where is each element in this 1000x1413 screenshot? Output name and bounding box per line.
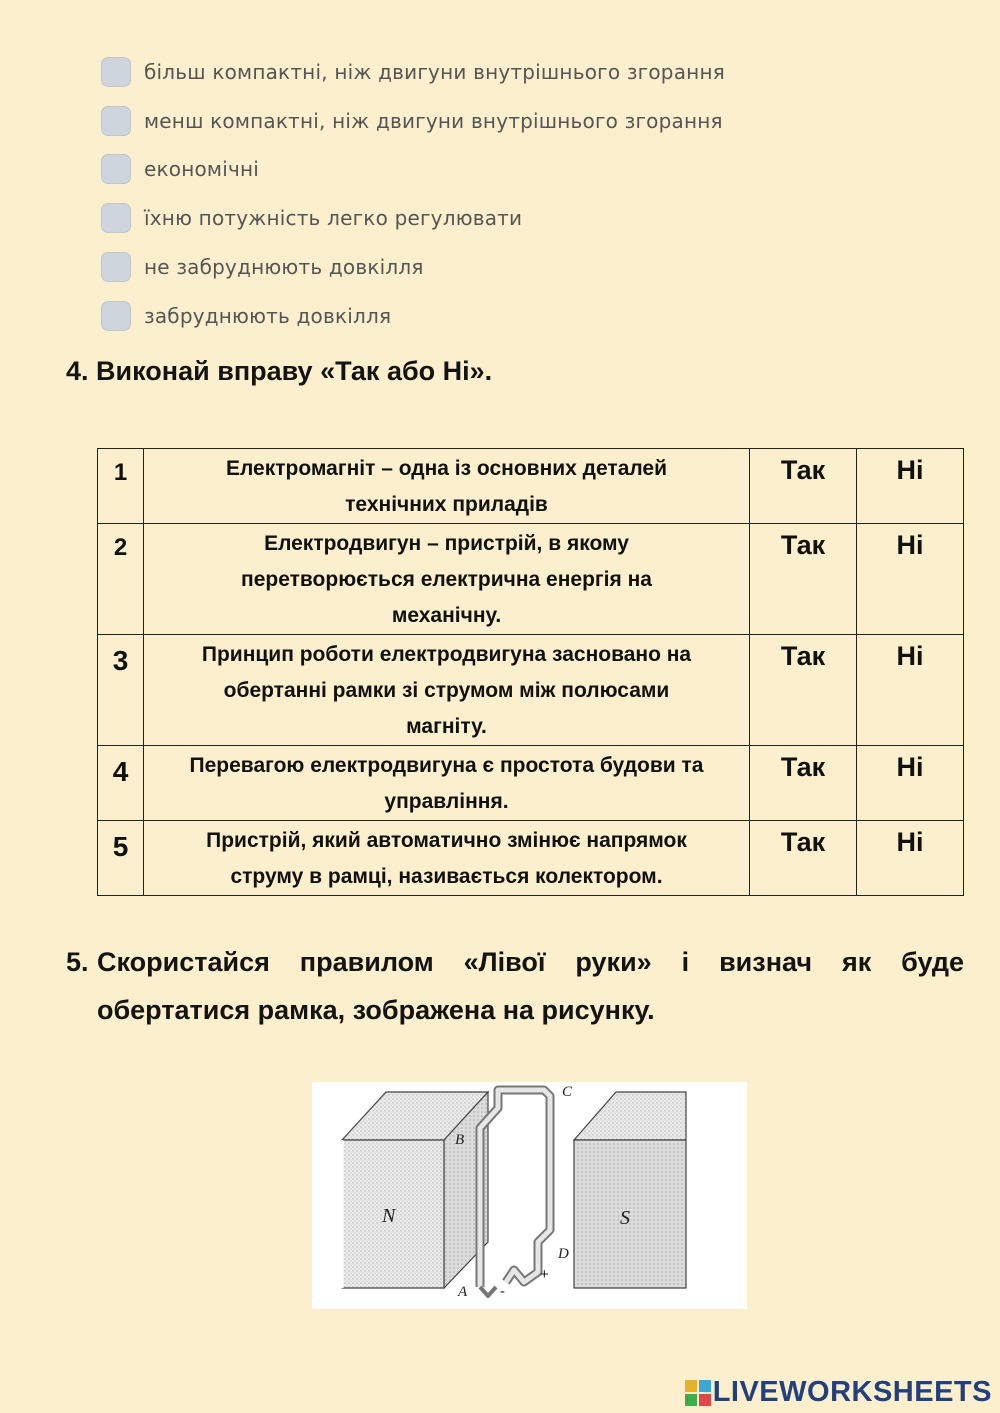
option-label: менш компактні, ніж двигуни внутрішнього згорання [144,109,723,133]
table-row [98,635,964,746]
statement-line: Пристрій, який автоматично змінює напрямок [206,829,687,852]
statement-line: магніту. [406,715,487,738]
motor-figure [312,1082,747,1309]
point-d-label: D [558,1246,569,1262]
option-checkbox[interactable] [101,301,131,331]
task-4-number: 4. [66,356,89,386]
option-row[interactable] [101,105,723,137]
table-row [98,449,964,524]
option-label: більш компактні, ніж двигуни внутрішнього згорання [144,60,725,84]
statement-line: Перевагою електродвигуна є простота будови та [189,754,704,777]
option-checkbox[interactable] [101,154,131,184]
statement-line: механічну. [391,604,502,627]
true-false-table [97,448,964,896]
option-row[interactable] [101,300,391,332]
option-label: їхню потужність легко регулювати [144,206,523,230]
row-number: 3 [98,635,144,746]
option-label: забруднюють довкілля [144,304,392,328]
statement-cell [144,746,750,821]
point-c-label: C [562,1084,573,1100]
no-option[interactable]: Ні [857,746,964,821]
south-label: S [620,1207,630,1229]
option-checkbox[interactable] [101,252,131,282]
statement-line: Електродвигун – пристрій, в якому [264,532,629,555]
statement-cell [144,449,750,524]
option-label: не забруднюють довкілля [144,255,424,279]
row-number: 5 [98,821,144,896]
option-row[interactable] [101,56,725,88]
row-number: 2 [98,524,144,635]
statement-cell [144,524,750,635]
statement-cell [144,635,750,746]
logo-blocks-icon [685,1380,711,1406]
yes-option[interactable]: Так [750,746,857,821]
task-4-heading [66,356,492,387]
yes-option[interactable]: Так [750,524,857,635]
statement-line: обертанні рамки зі струмом між полюсами [223,679,670,702]
north-magnet [342,1092,488,1288]
statement-line: Принцип роботи електродвигуна засновано на [201,643,692,666]
row-number: 4 [98,746,144,821]
point-b-label: B [455,1132,465,1148]
task-4-title: Виконай вправу «Так або Ні». [96,356,493,386]
option-row[interactable] [101,202,522,234]
statement-line: Електромагніт – одна із основних деталей [225,457,668,480]
statement-line: управління. [384,790,509,813]
option-checkbox[interactable] [101,203,131,233]
magnet-frame-diagram [312,1082,747,1309]
liveworksheets-logo [685,1376,992,1409]
plus-sign: + [540,1266,549,1283]
no-option[interactable]: Ні [857,524,964,635]
statement-line: струму в рамці, називається колектором. [230,865,663,888]
table-row [98,746,964,821]
statement-line: перетворюється електрична енергія на [241,568,652,591]
option-label: економічні [144,157,260,181]
no-option[interactable]: Ні [857,449,964,524]
no-option[interactable]: Ні [857,821,964,896]
option-checkbox[interactable] [101,57,131,87]
task-5-line: Скористайся правилом «Лівої руки» і визнач як буде [97,947,964,977]
table-row [98,821,964,896]
task-5-number: 5. [66,947,89,977]
no-option[interactable]: Ні [857,635,964,746]
option-checkbox[interactable] [101,106,131,136]
statement-cell [144,821,750,896]
south-magnet [574,1092,686,1288]
yes-option[interactable]: Так [750,449,857,524]
row-number: 1 [98,449,144,524]
minus-sign: - [500,1283,505,1300]
yes-option[interactable]: Так [750,635,857,746]
task-5-heading [66,938,964,1034]
table-row [98,524,964,635]
point-a-label: A [458,1284,468,1300]
north-label: N [382,1205,396,1227]
yes-option[interactable]: Так [750,821,857,896]
task-5-line: обертатися рамка, зображена на рисунку. [97,995,655,1025]
statement-line: технічних приладів [345,493,548,516]
option-row[interactable] [101,153,259,185]
logo-text: LIVEWORKSHEETS [712,1376,992,1408]
option-row[interactable] [101,251,424,283]
